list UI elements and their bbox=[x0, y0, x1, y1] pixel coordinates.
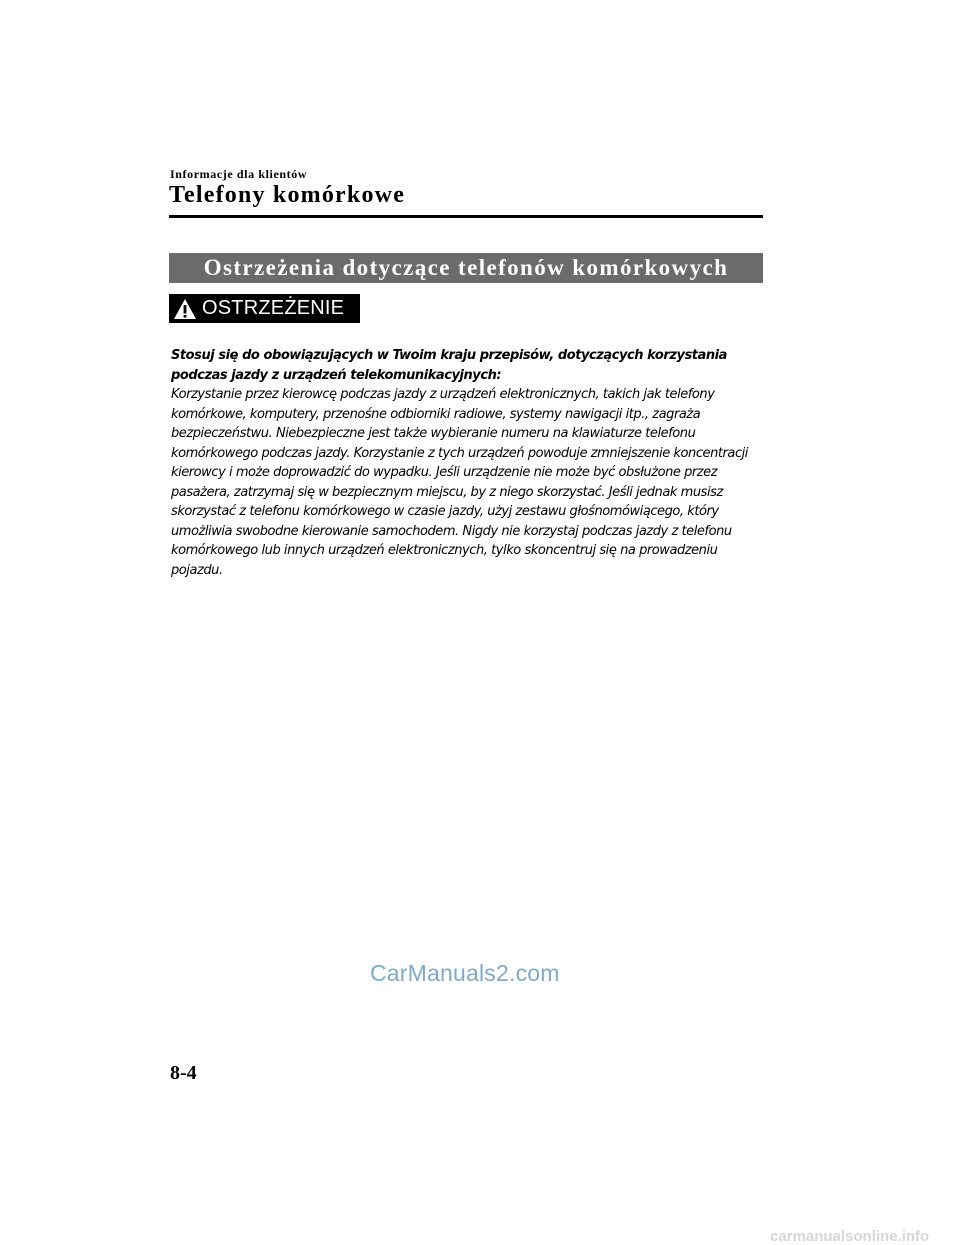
warning-bold-text: Stosuj się do obowiązujących w Twoim kraju przepisów, dotyczących korzystania podczas jazdy z urządzeń telekomunikacyjnych: bbox=[171, 348, 727, 383]
warning-label bbox=[169, 294, 360, 323]
header-divider bbox=[169, 215, 763, 218]
watermark-link[interactable]: CarManuals2.com bbox=[370, 960, 560, 986]
warning-triangle-icon bbox=[170, 294, 200, 323]
warning-label-text: OSTRZEŻENIE bbox=[202, 297, 345, 319]
section-heading: Informacje dla klientów bbox=[170, 167, 308, 181]
page-number: 8-4 bbox=[170, 1062, 197, 1084]
page-title: Telefony komórkowe bbox=[169, 182, 406, 208]
footer-watermark: carmanualsonline.info bbox=[770, 1228, 930, 1245]
section-title-bar: Ostrzeżenia dotyczące telefonów komórkowych bbox=[169, 253, 763, 283]
warning-body-text: Korzystanie przez kierowcę podczas jazdy z urządzeń elektronicznych, takich jak telefony komórkowe, komputery, przenośne odbiorniki radiowe, systemy nawigacji itp., zagraża bezpieczeństwu. Niebezpieczne jest także wybieranie numeru na klawiaturze telefonu komórkowego podczas jazdy. Korzystanie z tych urządzeń powoduje zmniejszenie koncentracji kierowcy i może doprowadzić do wypadku. Jeśli urządzenie nie może być obsłużone przez pasażera, zatrzymaj się w bezpiecznym miejscu, by z niego skorzystać. Jeśli jednak musisz skorzystać z telefonu komórkowego w czasie jazdy, użyj zestawu głośnomówiącego, który umożliwia swobodne kierowanie samochodem. Nigdy nie korzystaj podczas jazdy z telefonu komórkowego lub innych urządzeń elektronicznych, tylko skoncentruj się na prowadzeniu pojazdu. bbox=[171, 387, 748, 578]
